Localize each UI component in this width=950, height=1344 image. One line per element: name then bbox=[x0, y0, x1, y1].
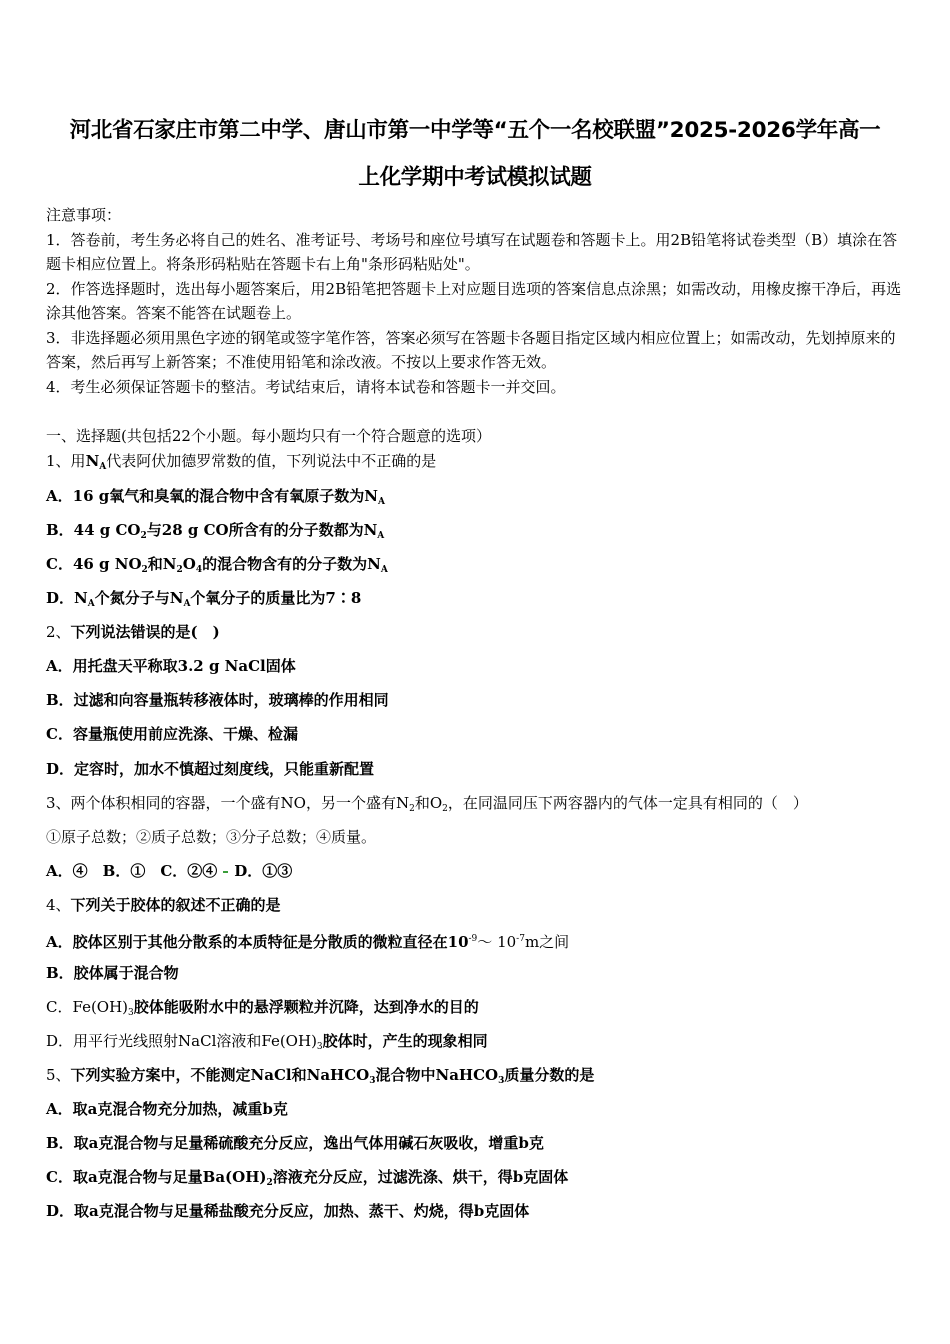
stem-text: ，在同温同压下两容器内的气体一定具有相同的（ ） bbox=[447, 794, 808, 812]
option-text: B．44 g CO bbox=[46, 521, 141, 539]
option-sub: A bbox=[377, 531, 385, 541]
option-text: O bbox=[182, 555, 196, 573]
question-1-option-b bbox=[46, 520, 384, 546]
option-sub: 2 bbox=[141, 565, 148, 575]
stem-sub: 3 bbox=[498, 1076, 505, 1086]
question-3-options bbox=[46, 861, 292, 881]
question-5-option-d: D．取a克混合物与足量稀盐酸充分反应，加热、蒸干、灼烧，得b克固体 bbox=[46, 1202, 530, 1220]
question-5-option-a: A．取a克混合物充分加热，减重b克 bbox=[46, 1100, 288, 1118]
question-1-option-a bbox=[46, 486, 385, 512]
option-sub: A bbox=[87, 599, 95, 609]
stem-text: 下列说法错误的是( ) bbox=[70, 623, 220, 641]
notes-heading: 注意事项： bbox=[46, 206, 122, 224]
stem-text: 混合物中NaHCO bbox=[375, 1066, 499, 1084]
option-text: 胶体能吸附水中的悬浮颗粒并沉降，达到净水的目的 bbox=[133, 998, 479, 1016]
note-2: 2．作答选择题时，选出每小题答案后，用2B铅笔把答题卡上对应题目选项的答案信息点涂黑；如需改动，用橡皮擦干净后，再选涂其他答案。答案不能答在试题卷上。 bbox=[46, 279, 902, 322]
option-text: C．取a克混合物与足量Ba(OH) bbox=[46, 1168, 267, 1186]
option-text: 个氮分子与N bbox=[94, 589, 184, 607]
question-1-stem bbox=[46, 451, 436, 477]
notes-block bbox=[46, 203, 906, 399]
question-4-option-d bbox=[46, 1031, 488, 1057]
option-sub: 2 bbox=[140, 531, 147, 541]
option-sub: 4 bbox=[195, 565, 203, 575]
option-text: 溶液充分反应，过滤洗涤、烘干，得b克固体 bbox=[272, 1168, 569, 1186]
stem-text: 和O bbox=[414, 794, 443, 812]
section-heading: 一、选择题(共包括22个小题。每小题均只有一个符合题意的选项） bbox=[46, 427, 491, 445]
option-text: ～ 10 bbox=[477, 933, 517, 951]
option-text: C．Fe(OH) bbox=[46, 998, 129, 1016]
stem-sub: A bbox=[99, 462, 107, 472]
option-sub: A bbox=[377, 497, 385, 507]
option-sup: -7 bbox=[516, 934, 525, 944]
question-1-option-d bbox=[46, 588, 361, 614]
stem-sub: 2 bbox=[442, 804, 448, 814]
note-4: 4．考生必须保证答题卡的整洁。考试结束后，请将本试卷和答题卡一并交回。 bbox=[46, 377, 566, 396]
option-text: 的混合物含有的分子数为N bbox=[202, 555, 381, 573]
note-1: 1．答卷前，考生务必将自己的姓名、准考证号、考场号和座位号填写在试题卷和答题卡上。用2B铅笔将试卷类型（B）填涂在答题卡相应位置上。将条形码粘贴在答题卡右上角"条形码粘贴处"。 bbox=[46, 230, 898, 273]
green-mark bbox=[223, 871, 228, 873]
option-sub: A bbox=[183, 599, 191, 609]
stem-text: 代表阿伏加德罗常数的值，下列说法中不正确的是 bbox=[106, 452, 437, 470]
option-text: 与28 g CO所含有的分子数都为N bbox=[146, 521, 378, 539]
stem-text: 下列关于胶体的叙述不正确的是 bbox=[70, 896, 281, 914]
option-text: C．46 g NO bbox=[46, 555, 142, 573]
question-number: 2、 bbox=[46, 623, 71, 641]
option-sub: 2 bbox=[176, 565, 183, 575]
option-text: D．N bbox=[46, 589, 88, 607]
option-sub: 3 bbox=[316, 1042, 323, 1052]
question-3-items: ①原子总数；②质子总数；③分子总数；④质量。 bbox=[46, 828, 377, 846]
question-4-stem bbox=[46, 895, 281, 915]
question-number: 1、 bbox=[46, 452, 71, 470]
question-number: 3、 bbox=[46, 794, 71, 812]
question-4-option-c bbox=[46, 997, 479, 1023]
option-sub: A bbox=[380, 565, 388, 575]
stem-text: 用 bbox=[70, 452, 86, 470]
option-sub: 2 bbox=[266, 1178, 273, 1188]
question-2-stem bbox=[46, 622, 220, 642]
exam-title-line2: 上化学期中考试模拟试题 bbox=[358, 165, 592, 190]
question-4-option-a bbox=[46, 929, 569, 952]
option-text: 和N bbox=[147, 555, 177, 573]
stem-text: 两个体积相同的容器，一个盛有NO，另一个盛有N bbox=[70, 794, 410, 812]
option-text: A．胶体区别于其他分散系的本质特征是分散质的微粒直径在10 bbox=[46, 933, 469, 951]
question-2-option-d: D．定容时，加水不慎超过刻度线，只能重新配置 bbox=[46, 760, 375, 778]
stem-sub: 2 bbox=[409, 804, 415, 814]
option-text: 个氧分子的质量比为7∶8 bbox=[190, 589, 362, 607]
option-text: m之间 bbox=[524, 933, 570, 951]
question-5-option-c bbox=[46, 1167, 568, 1193]
question-number: 5、 bbox=[46, 1066, 71, 1084]
exam-title-line1: 河北省石家庄市第二中学、唐山市第一中学等“五个一名校联盟”2025-2026学年高一 bbox=[69, 118, 881, 143]
option-text: D．用平行光线照射NaCl溶液和Fe(OH) bbox=[46, 1032, 317, 1050]
option-text: 胶体时，产生的现象相同 bbox=[322, 1032, 488, 1050]
stem-text: 质量分数的是 bbox=[504, 1066, 595, 1084]
question-2-option-c: C．容量瓶使用前应洗涤、干燥、检漏 bbox=[46, 725, 298, 743]
option-text: A．16 g氧气和臭氧的混合物中含有氧原子数为N bbox=[46, 487, 378, 505]
stem-symbol: N bbox=[85, 452, 100, 470]
question-5-stem bbox=[46, 1065, 594, 1091]
options-text: D．①③ bbox=[234, 862, 293, 880]
question-2-option-b: B．过滤和向容量瓶转移液体时，玻璃棒的作用相同 bbox=[46, 691, 389, 709]
question-5-option-b: B．取a克混合物与足量稀硫酸充分反应，逸出气体用碱石灰吸收，增重b克 bbox=[46, 1134, 544, 1152]
question-1-option-c bbox=[46, 554, 388, 580]
question-4-option-b: B．胶体属于混合物 bbox=[46, 964, 179, 982]
options-text: A．④ B．① C．②④ bbox=[46, 862, 218, 880]
option-sub: 3 bbox=[128, 1008, 134, 1018]
stem-sub: 3 bbox=[369, 1076, 376, 1086]
question-number: 4、 bbox=[46, 896, 71, 914]
question-2-option-a: A．用托盘天平称取3.2 g NaCl固体 bbox=[46, 657, 296, 675]
stem-text: 下列实验方案中，不能测定NaCl和NaHCO bbox=[70, 1066, 370, 1084]
note-3: 3．非选择题必须用黑色字迹的钢笔或签字笔作答，答案必须写在答题卡各题目指定区域内相应位置上；如需改动，先划掉原来的答案，然后再写上新答案；不准使用铅笔和涂改液。不按以上要求作答无效。 bbox=[46, 328, 896, 371]
option-sup: -9 bbox=[468, 934, 478, 944]
question-3-stem bbox=[46, 793, 808, 819]
